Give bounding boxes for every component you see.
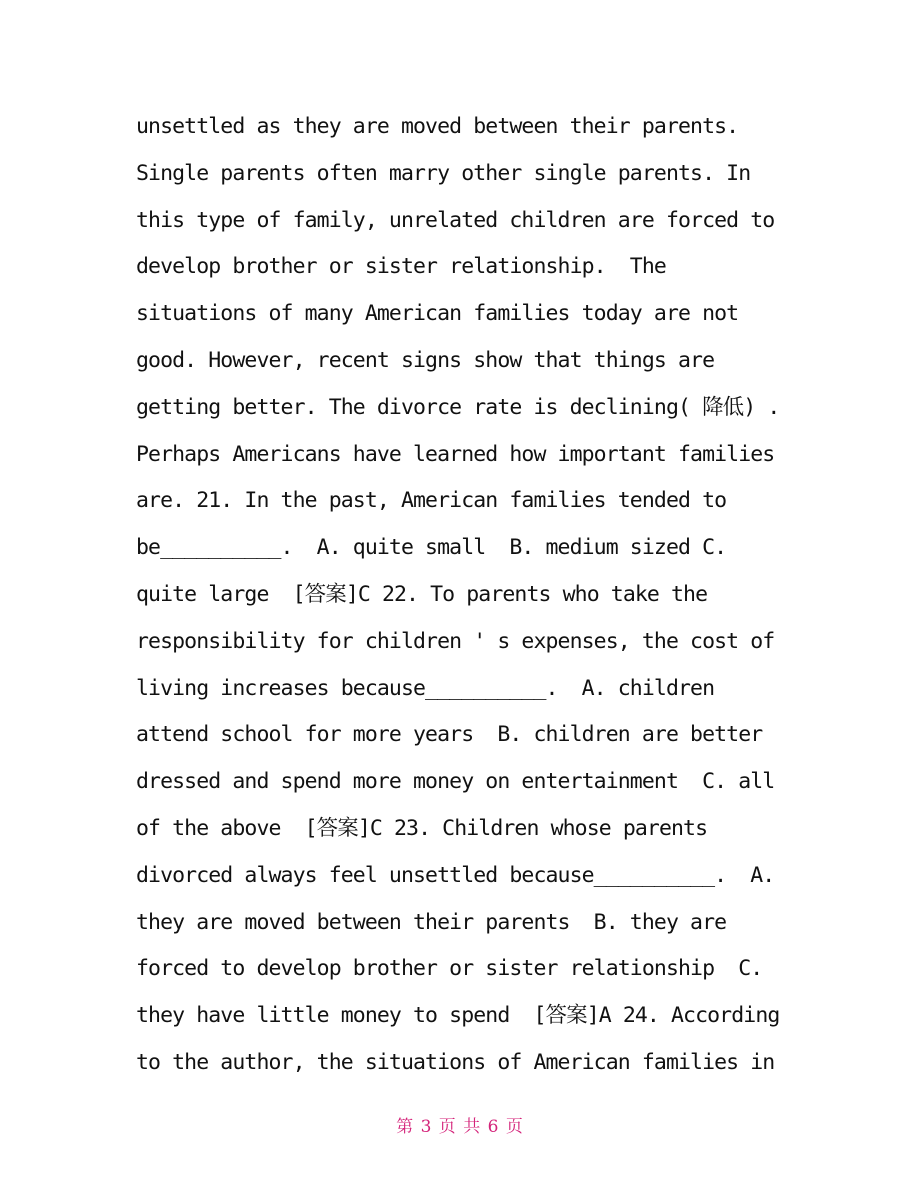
page-number-footer: 第 3 页 共 6 页 [396,1117,524,1137]
text-line: attend school for more years B. children are better [136,722,763,748]
text-line: unsettled as they are moved between their parents. [136,114,739,139]
text-line: good. However, recent signs show that things are [136,347,715,373]
text-line: quite large [答案]C 22. To parents who take the [136,581,708,607]
text-line: Perhaps Americans have learned how important families [136,441,775,467]
text-line: Single parents often marry other single parents. In [136,160,751,186]
text-line: responsibility for children ' s expenses, the cost of [136,628,775,654]
document-body [136,104,796,1087]
text-line: they are moved between their parents B. they are [136,909,727,935]
text-line: this type of family, unrelated children are forced to [136,207,775,233]
text-line: living increases because__________. A. children [136,675,715,701]
text-line: are. 21. In the past, American families tended to [136,488,727,514]
text-line: to the author, the situations of American families in [136,1049,775,1075]
text-line: divorced always feel unsettled because__________. A. [136,862,775,888]
text-line: they have little money to spend [答案]A 24. According [136,1003,780,1029]
text-line: develop brother or sister relationship. The [136,254,666,280]
text-line: of the above [答案]C 23. Children whose parents [136,815,708,841]
text-line: dressed and spend more money on entertainment C. all [136,769,775,795]
text-line: getting better. The divorce rate is declining( 降低) . [136,394,780,420]
text-line: situations of many American families today are not [136,301,739,327]
text-line: forced to develop brother or sister relationship C. [136,956,763,982]
text-line: be__________. A. quite small B. medium sized C. [136,535,727,561]
